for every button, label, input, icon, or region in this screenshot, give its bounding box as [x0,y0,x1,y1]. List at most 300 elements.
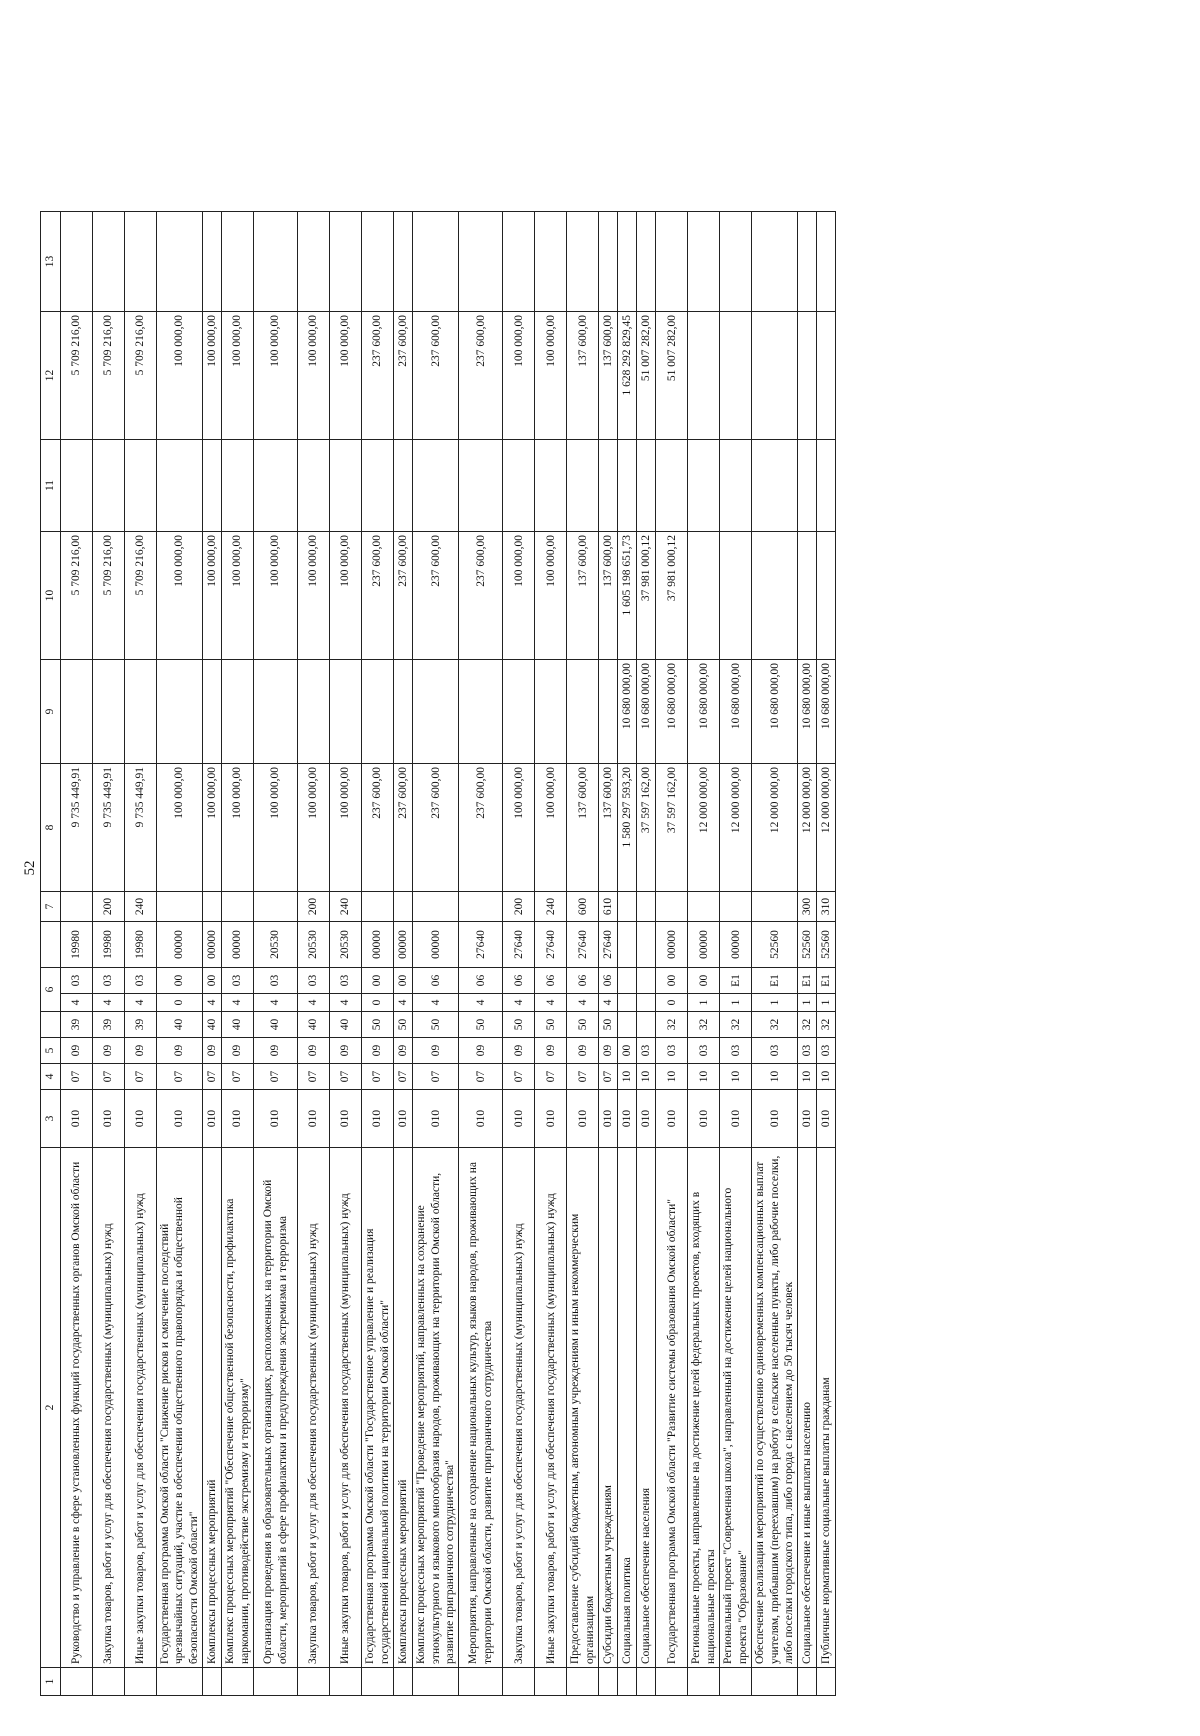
value-cell: 4 [222,994,254,1012]
value-cell [413,892,459,922]
value-cell: 10 680 000,00 [688,660,720,764]
value-cell: 52560 [798,922,817,968]
value-cell: 07 [535,1064,567,1090]
table-row [618,212,637,1696]
table-row [413,212,459,1696]
value-cell [157,440,203,532]
value-cell: 40 [222,1012,254,1038]
row-name-cell: Иные закупки товаров, работ и услуг для обеспечения государственных (муниципальных) нужд [330,1148,362,1668]
table-row [157,212,203,1696]
value-cell: 100 000,00 [203,312,222,440]
value-cell: 37 981 000,12 [637,532,656,660]
value-cell [798,440,817,532]
value-cell [61,892,93,922]
value-cell: 37 597 162,00 [656,764,688,892]
value-cell [637,440,656,532]
value-cell: 4 [567,994,599,1012]
value-cell: 32 [688,1012,720,1038]
row-name-cell: Государственная программа Омской области "Государственное управление и реализация государственной национальной политики на территории Омской области" [362,1148,394,1668]
value-cell [688,532,720,660]
value-cell: 12 000 000,00 [688,764,720,892]
value-cell: 137 600,00 [599,312,618,440]
value-cell: 07 [503,1064,535,1090]
value-cell: 00000 [362,922,394,968]
value-cell: 237 600,00 [459,764,503,892]
table-row [599,212,618,1696]
value-cell: 40 [298,1012,330,1038]
value-cell [459,440,503,532]
value-cell [203,440,222,532]
budget-table [40,211,836,1696]
value-cell [203,660,222,764]
value-cell [413,212,459,312]
value-cell: 00 [656,968,688,994]
value-cell: 100 000,00 [503,532,535,660]
value-cell: 010 [656,1090,688,1148]
value-cell: 09 [567,1038,599,1064]
value-cell: 237 600,00 [362,532,394,660]
value-cell: 4 [599,994,618,1012]
value-cell: 1 [752,994,798,1012]
row-name-cell: Руководство и управление в сфере установленных функций государственных органов Омской области [61,1148,93,1668]
value-cell: 03 [93,968,125,994]
value-cell [599,440,618,532]
row-name-cell: Социальное обеспечение населения [637,1148,656,1668]
value-cell: Е1 [720,968,752,994]
value-cell [752,892,798,922]
value-cell [222,660,254,764]
value-cell: 00000 [222,922,254,968]
value-cell: 100 000,00 [330,312,362,440]
value-cell [656,440,688,532]
value-cell [93,212,125,312]
value-cell: 100 000,00 [254,312,298,440]
value-cell [817,440,836,532]
value-cell: 40 [330,1012,362,1038]
value-cell: 5 709 216,00 [61,312,93,440]
value-cell [688,312,720,440]
value-cell [254,212,298,312]
value-cell: 00 [157,968,203,994]
value-cell [203,212,222,312]
value-cell [720,312,752,440]
value-cell [459,212,503,312]
value-cell: 00 [362,968,394,994]
value-cell: 1 [798,994,817,1012]
value-cell [656,892,688,922]
value-cell: 10 [720,1064,752,1090]
value-cell [599,660,618,764]
value-cell: 06 [567,968,599,994]
header-cell [41,1012,61,1038]
value-cell: 100 000,00 [330,764,362,892]
value-cell [61,212,93,312]
row-number-cell [798,1668,817,1696]
value-cell: 06 [535,968,567,994]
value-cell: 00 [394,968,413,994]
value-cell: 03 [330,968,362,994]
value-cell: 03 [720,1038,752,1064]
value-cell: 4 [203,994,222,1012]
value-cell [752,312,798,440]
value-cell: 010 [61,1090,93,1148]
row-name-cell: Закупка товаров, работ и услуг для обеспечения государственных (муниципальных) нужд [298,1148,330,1668]
value-cell [157,212,203,312]
header-cell: 12 [41,312,61,440]
value-cell [459,660,503,764]
row-number-cell [599,1668,618,1696]
value-cell: 12 000 000,00 [817,764,836,892]
value-cell: 010 [503,1090,535,1148]
table-row [503,212,535,1696]
value-cell [394,440,413,532]
value-cell: 09 [254,1038,298,1064]
table-body [61,212,836,1696]
value-cell: 010 [688,1090,720,1148]
value-cell: 310 [817,892,836,922]
value-cell: 10 [798,1064,817,1090]
table-row [752,212,798,1696]
value-cell: 09 [203,1038,222,1064]
value-cell [362,660,394,764]
value-cell: 00000 [394,922,413,968]
row-number-cell [656,1668,688,1696]
value-cell: 06 [459,968,503,994]
header-cell: 11 [41,440,61,532]
row-number-cell [93,1668,125,1696]
value-cell: 1 [817,994,836,1012]
value-cell: 137 600,00 [567,532,599,660]
value-cell [567,212,599,312]
value-cell: 010 [720,1090,752,1148]
value-cell: 32 [798,1012,817,1038]
value-cell: 10 680 000,00 [656,660,688,764]
row-number-cell [688,1668,720,1696]
table-row [798,212,817,1696]
header-row [41,212,61,1696]
value-cell: 00000 [656,922,688,968]
value-cell: 27640 [599,922,618,968]
value-cell: 03 [125,968,157,994]
table-row [254,212,298,1696]
value-cell [157,892,203,922]
row-name-cell: Региональный проект "Современная школа", направленный на достижение целей национального проекта "Образование" [720,1148,752,1668]
value-cell [125,440,157,532]
value-cell: 237 600,00 [413,312,459,440]
value-cell: 010 [567,1090,599,1148]
value-cell: 010 [203,1090,222,1148]
value-cell: 010 [618,1090,637,1148]
value-cell: 09 [93,1038,125,1064]
value-cell: 37 981 000,12 [656,532,688,660]
value-cell: 100 000,00 [298,312,330,440]
value-cell: 4 [503,994,535,1012]
value-cell: 4 [394,994,413,1012]
row-name-cell: Обеспечение реализации мероприятий по осуществлению единовременных компенсационных выплат учителям, прибывшим (переехавшим) на работу в сельские населенные пункты, либо рабочие поселки, либо поселки городского типа, либо города с населением до 50 тысяч человек [752,1148,798,1668]
value-cell: 50 [599,1012,618,1038]
header-cell [41,922,61,968]
table-row [330,212,362,1696]
value-cell: 27640 [503,922,535,968]
value-cell: 07 [330,1064,362,1090]
value-cell: 100 000,00 [157,764,203,892]
value-cell: 09 [125,1038,157,1064]
value-cell [798,532,817,660]
value-cell: 06 [503,968,535,994]
value-cell: 03 [637,1038,656,1064]
value-cell: 5 709 216,00 [61,532,93,660]
value-cell: 237 600,00 [394,532,413,660]
value-cell: 300 [798,892,817,922]
table-row [637,212,656,1696]
value-cell: 200 [93,892,125,922]
value-cell: 1 [720,994,752,1012]
value-cell [720,440,752,532]
value-cell: 237 600,00 [459,312,503,440]
value-cell [254,892,298,922]
value-cell: 100 000,00 [222,764,254,892]
value-cell: 1 628 292 829,45 [618,312,637,440]
value-cell: 5 709 216,00 [93,312,125,440]
value-cell [752,440,798,532]
value-cell: 237 600,00 [459,532,503,660]
value-cell: 100 000,00 [330,532,362,660]
value-cell: 10 680 000,00 [817,660,836,764]
value-cell: 10 [637,1064,656,1090]
value-cell: 010 [394,1090,413,1148]
header-cell: 7 [41,892,61,922]
value-cell: 07 [203,1064,222,1090]
value-cell: 100 000,00 [503,764,535,892]
value-cell: Е1 [752,968,798,994]
row-name-cell: Комплекс процессных мероприятий "Проведение мероприятий, направленных на сохранение этнокультурного и языкового многообразия народов, проживающих на территории Омской области, развитие приграничного сотрудничества" [413,1148,459,1668]
value-cell [599,212,618,312]
value-cell: 00000 [720,922,752,968]
value-cell: 010 [157,1090,203,1148]
value-cell: 100 000,00 [222,532,254,660]
value-cell: 010 [298,1090,330,1148]
row-number-cell [203,1668,222,1696]
value-cell: 100 000,00 [203,764,222,892]
header-cell: 8 [41,764,61,892]
row-number-cell [298,1668,330,1696]
value-cell: 51 007 282,00 [656,312,688,440]
value-cell [298,212,330,312]
row-number-cell [503,1668,535,1696]
table-row [656,212,688,1696]
value-cell: 0 [656,994,688,1012]
value-cell [330,440,362,532]
value-cell: 32 [656,1012,688,1038]
value-cell [752,532,798,660]
row-name-cell: Иные закупки товаров, работ и услуг для обеспечения государственных (муниципальных) нужд [125,1148,157,1668]
page-number: 52 [22,860,38,876]
value-cell [413,660,459,764]
row-name-cell: Комплекс процессных мероприятий "Обеспечение общественной безопасности, профилактика наркомании, противодействие экстремизму и терроризму" [222,1148,254,1668]
value-cell: 100 000,00 [298,532,330,660]
value-cell [567,660,599,764]
row-number-cell [61,1668,93,1696]
value-cell [618,892,637,922]
table-row [362,212,394,1696]
value-cell [798,312,817,440]
value-cell: 39 [125,1012,157,1038]
value-cell: 0 [362,994,394,1012]
value-cell: 12 000 000,00 [720,764,752,892]
row-name-cell: Публичные нормативные социальные выплаты гражданам [817,1148,836,1668]
row-number-cell [413,1668,459,1696]
value-cell: 27640 [459,922,503,968]
value-cell: 237 600,00 [394,312,413,440]
value-cell: 9 735 449,91 [61,764,93,892]
value-cell: 010 [125,1090,157,1148]
row-name-cell: Социальная политика [618,1148,637,1668]
value-cell [535,212,567,312]
value-cell: 09 [330,1038,362,1064]
value-cell: 100 000,00 [157,532,203,660]
value-cell: 10 [752,1064,798,1090]
value-cell [618,922,637,968]
value-cell: 137 600,00 [567,764,599,892]
value-cell: 07 [157,1064,203,1090]
value-cell: 100 000,00 [254,532,298,660]
value-cell: 010 [222,1090,254,1148]
value-cell: 19980 [125,922,157,968]
value-cell [637,922,656,968]
table-row [222,212,254,1696]
value-cell [535,440,567,532]
value-cell [720,892,752,922]
value-cell [720,212,752,312]
value-cell [637,892,656,922]
value-cell: 100 000,00 [222,312,254,440]
value-cell [503,212,535,312]
value-cell [61,660,93,764]
row-name-cell: Организация проведения в образовательных организациях, расположенных на территории Омской области, мероприятий в сфере профилактики и предупреждения экстремизма и терроризма [254,1148,298,1668]
value-cell: 07 [222,1064,254,1090]
value-cell: 37 597 162,00 [637,764,656,892]
value-cell: 07 [599,1064,618,1090]
value-cell: 39 [93,1012,125,1038]
value-cell: 4 [125,994,157,1012]
value-cell: 200 [298,892,330,922]
value-cell: 40 [157,1012,203,1038]
value-cell: 4 [298,994,330,1012]
value-cell: 237 600,00 [413,764,459,892]
value-cell: 32 [752,1012,798,1038]
value-cell: 03 [254,968,298,994]
value-cell: 010 [599,1090,618,1148]
value-cell: 03 [752,1038,798,1064]
value-cell: 1 [688,994,720,1012]
value-cell [503,440,535,532]
row-number-cell [394,1668,413,1696]
value-cell [688,212,720,312]
value-cell: 10 [817,1064,836,1090]
value-cell: 09 [459,1038,503,1064]
value-cell: 10 [618,1064,637,1090]
value-cell: 00 [618,1038,637,1064]
value-cell: 50 [503,1012,535,1038]
value-cell: 010 [637,1090,656,1148]
value-cell: 03 [656,1038,688,1064]
value-cell: 07 [125,1064,157,1090]
value-cell: 00 [203,968,222,994]
value-cell [637,994,656,1012]
table-row [93,212,125,1696]
value-cell [637,968,656,994]
value-cell: 010 [413,1090,459,1148]
value-cell [413,440,459,532]
row-number-cell [362,1668,394,1696]
value-cell: 12 000 000,00 [752,764,798,892]
value-cell: 09 [362,1038,394,1064]
value-cell [93,440,125,532]
row-name-cell: Закупка товаров, работ и услуг для обеспечения государственных (муниципальных) нужд [503,1148,535,1668]
value-cell: 4 [413,994,459,1012]
value-cell: 03 [222,968,254,994]
value-cell [61,440,93,532]
value-cell [330,660,362,764]
value-cell: 237 600,00 [362,312,394,440]
value-cell [125,660,157,764]
row-name-cell: Региональные проекты, направленные на достижение целей федеральных проектов, входящих в национальные проекты [688,1148,720,1668]
value-cell: 07 [254,1064,298,1090]
value-cell: 19980 [61,922,93,968]
row-name-cell: Предоставление субсидий бюджетным, автономным учреждениям и иным некоммерческим организациям [567,1148,599,1668]
value-cell: 00 [688,968,720,994]
table-row [720,212,752,1696]
row-number-cell [157,1668,203,1696]
row-number-cell [618,1668,637,1696]
value-cell: 200 [503,892,535,922]
row-number-cell [720,1668,752,1696]
row-number-cell [254,1668,298,1696]
value-cell: 20530 [330,922,362,968]
table-row [125,212,157,1696]
value-cell: 09 [394,1038,413,1064]
value-cell: 10 680 000,00 [720,660,752,764]
value-cell: 100 000,00 [535,532,567,660]
value-cell [798,212,817,312]
value-cell: 010 [254,1090,298,1148]
value-cell: 03 [61,968,93,994]
value-cell [817,312,836,440]
value-cell: 07 [362,1064,394,1090]
row-name-cell: Мероприятия, направленные на сохранение национальных культур, языков народов, проживающих на территории Омской области, развитие приграничного сотрудничества [459,1148,503,1668]
row-name-cell: Социальное обеспечение и иные выплаты населению [798,1148,817,1668]
value-cell: 4 [93,994,125,1012]
row-number-cell [752,1668,798,1696]
value-cell: 4 [535,994,567,1012]
value-cell [362,212,394,312]
row-name-cell: Государственная программа Омской области "Развитие системы образования Омской области" [656,1148,688,1668]
value-cell: 4 [254,994,298,1012]
value-cell: 07 [61,1064,93,1090]
value-cell: 07 [298,1064,330,1090]
value-cell: 1 605 198 651,73 [618,532,637,660]
value-cell: 1 580 297 593,20 [618,764,637,892]
value-cell: 07 [567,1064,599,1090]
value-cell: 03 [798,1038,817,1064]
value-cell: 12 000 000,00 [798,764,817,892]
value-cell: 237 600,00 [362,764,394,892]
value-cell: 10 680 000,00 [637,660,656,764]
value-cell: 137 600,00 [567,312,599,440]
value-cell [394,212,413,312]
value-cell: 07 [459,1064,503,1090]
value-cell: 100 000,00 [254,764,298,892]
